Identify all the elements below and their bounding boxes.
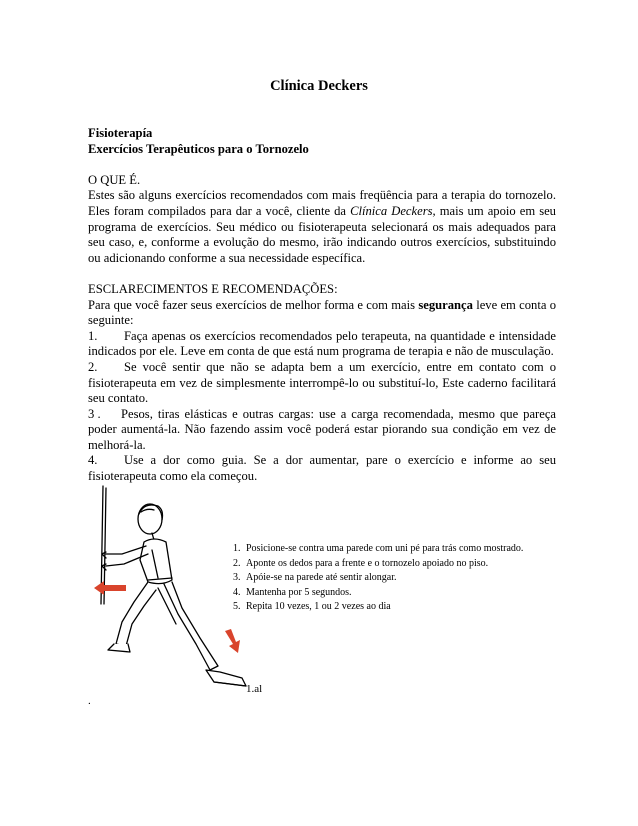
section1-text-a: Estes são alguns exercícios recomendados com mais freqüência para a terapia do tornozelo. Eles foram compilados para dar a você, cliente da [88,188,556,218]
section2-intro-b: leve em conta o seguinte: [88,297,556,328]
exercise-step-5 [233,600,563,615]
section1-text-b: mais um apoio em seu programa de exercícios. Seu médico ou fisioterapeuta selecionará os mais adequados para seu caso, e, conforme a evolução do mesmo, irão indicando outros exercícios, substituindo ou adicionando conforme a sua necessidade específica. [88,203,556,265]
exercise-step-1 [233,542,563,557]
subtitle-line-1: Fisioterapía [88,126,153,140]
item-number: 2. [88,359,98,374]
step-text: Apóie-se na parede até sentir alongar. [246,572,397,583]
figure-caption: 1.al [246,683,263,695]
step-number: 1. [233,543,241,554]
step-text: Repita 10 vezes, 1 ou 2 vezes ao dia [246,601,391,612]
section2-intro [88,298,556,329]
step-number: 3. [233,572,241,583]
section1-heading: O QUE É. [88,172,141,187]
section2-heading: ESCLARECIMENTOS E RECOMENDAÇÕES: [88,281,338,296]
exercise-steps [233,542,563,615]
step-number: 5. [233,601,241,612]
subtitle-line-2: Exercícios Terapêuticos para o Tornozelo [88,141,309,156]
recommendation-item-1 [88,329,556,360]
item-text: Pesos, tiras elásticas e outras cargas: use a carga recomendada, mesmo que pareça poder aumentá-la. Não fazendo assim você poderá estar piorando sua condição em vez de melhorá-la. [88,406,556,452]
step-text: Mantenha por 5 segundos. [246,586,352,598]
trailing-mark: . [88,695,91,707]
item-number: 4. [88,453,98,468]
exercise-step-4 [233,586,563,601]
step-number: 2. [233,557,241,569]
step-number: 4. [233,586,241,598]
document-body [88,126,556,485]
recommendation-item-4 [88,453,556,484]
item-text: Se você sentir que não se adapta bem a um exercício, entre em contato com o fisioterapeuta em vez de simplesmente interrompê-lo ou substituí-lo, Este caderno facilitará seu contato. [88,359,556,406]
step-text: Posicione-se contra uma parede com uni pé para trás como mostrado. [246,543,524,554]
step-text: Aponte os dedos para a frente e o tornozelo apoiado no piso. [246,557,489,569]
safety-word: segurança [418,297,473,312]
item-text: Use a dor como guia. Se a dor aumentar, pare o exercício e informe ao seu fisioterapeuta como ela começou. [88,453,556,484]
recommendation-item-3 [88,407,556,454]
exercise-step-3 [233,571,563,586]
clinic-name-italic: Clínica Deckers, [350,203,436,218]
page-title: Clínica Deckers [270,78,368,94]
item-text: Faça apenas os exercícios recomendados pelo terapeuta, na quantidade e intensidade indicados por ele. Leve em conta de que está num programa de terapia e não de musculação. [88,328,556,359]
section2-intro-a: Para que você fazer seus exercícios de melhor forma e com mais [88,297,419,312]
item-number: 3 . [88,406,101,421]
item-number: 1. [88,328,98,343]
recommendation-item-2 [88,360,556,407]
section1-paragraph [88,188,556,266]
exercise-step-2 [233,557,563,572]
